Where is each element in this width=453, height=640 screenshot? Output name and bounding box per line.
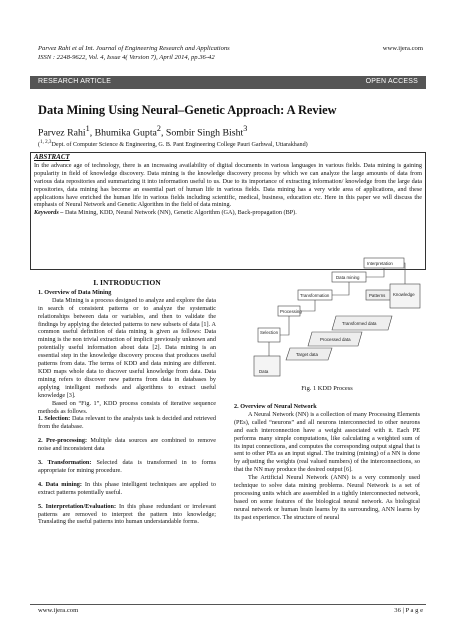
right-column <box>234 403 420 522</box>
knowledge-label: Knowledge <box>393 292 415 297</box>
selection-label: Selection <box>260 330 279 335</box>
abstract-heading: ABSTRACT <box>34 153 70 161</box>
paragraph: Based on “Fig. 1”, KDD process consists of iterative sequence methods as follows. <box>38 399 216 415</box>
paragraph: The Artificial Neural Network (ANN) is a very commonly used technique to solve data mining problems. Neural Network is a set of processing units which are assembled in a tightly interconnected network, based on some features of the biological neural network. As biological neural network or human brain learns by its surrounding, ANN learns by its past experience. The structure of neural <box>234 474 420 521</box>
kdd-step: 4. Data mining: In this phase intelligent techniques are applied to extract patterns potentially useful. <box>38 480 216 496</box>
affiliation-sup: 1, 2,3 <box>40 139 52 145</box>
abstract-box <box>30 152 426 270</box>
interpretation-label: Interpretation <box>367 261 393 266</box>
patterns-label: Patterns <box>369 293 386 298</box>
processed-data-label: Processed data <box>320 337 351 342</box>
author-name: , Sombir Singh Bisht <box>160 127 244 139</box>
affiliation-text: Dept. of Computer Science & Engineering, G. B. Pant Engineering College Pauri Garhwal, Uttarakhand) <box>51 142 308 149</box>
author-name: Parvez Rahi <box>38 127 86 139</box>
kdd-process-figure <box>232 256 422 382</box>
page-footer <box>38 607 423 614</box>
left-column <box>38 276 216 526</box>
keywords-label: Keywords – <box>34 209 64 217</box>
subsection-heading: 2. Overview of Neural Network <box>234 403 317 410</box>
open-access-label: OPEN ACCESS <box>365 78 418 85</box>
issn-line: ISSN : 2248-9622, Vol. 4, Issue 4( Version 7), April 2014, pp.36-42 <box>38 54 215 61</box>
transformation-label: Transformation <box>300 293 330 298</box>
kdd-step: 3. Transformation: Selected data is transformed in to forms appropriate for mining procedure. <box>38 459 216 474</box>
kdd-step: 5. Interpretation/Evaluation: In this phase redundant or irrelevant patterns are removed to interpret the pattern into knowledge; Translating the useful patterns into human understandable forms. <box>38 502 216 526</box>
target-data-label: Target data <box>296 352 318 357</box>
section-heading-introduction: I. INTRODUCTION <box>93 278 161 287</box>
data-label: Data <box>259 369 269 374</box>
author-sup: 2 <box>156 124 161 133</box>
connector <box>332 282 349 295</box>
processing-label: Processing <box>280 309 302 314</box>
connector <box>366 268 384 277</box>
keywords-text: Data Mining, KDD, Neural Network (NN), Genetic Algorithm (GA), Back-propagation (BP). <box>63 209 297 217</box>
figure-caption: Fig. 1 KDD Process <box>301 385 353 392</box>
footer-website[interactable]: www.ijera.com <box>38 607 79 614</box>
connector <box>300 300 315 311</box>
author-sup: 3 <box>243 124 248 133</box>
paragraph: A Neural Network (NN) is a collection of many Processing Elements (PEs), called “neurons” and all neurons interconnected to other neurons and each interconnection have a weight associated with it. Each PE performs many simple computations, like calculating a weighted sum of its input connections, and computes the corresponding output signal that is sent to other PEs as an input signal. The training (mining) of a NN is done by adjusting the weights (real valued numbers) of the interconnections, so that the NN may produce the desired output [6]. <box>234 410 420 474</box>
connector <box>280 316 289 335</box>
affiliation: ($^{1, 2,3}$Dept. of Computer Science & Engineering, G. B. Pant Engineering College Pauri Garhwal, Uttarakhand) <box>38 139 308 149</box>
kdd-step: 1. Selection: Data relevant to the analysis task is decided and retrieved from the database. <box>38 415 216 431</box>
journal-website[interactable]: www.ijera.com <box>382 45 423 52</box>
research-article-label: RESEARCH ARTICLE <box>38 78 112 85</box>
paper-title: Data Mining Using Neural–Genetic Approach: A Review <box>38 103 337 117</box>
running-header <box>38 44 423 62</box>
page-number: 36 | P a g e <box>394 607 423 614</box>
paragraph: Data Mining is a process designed to analyze and explore the data in search of consistent patterns or to analyze the systematic relationships between data or variables, and then to validate the findings by applying the detected patterns to new subsets of data [1]. A common useful definition of data mining is given as follows: Data mining is the non trivial extraction of implicit previously unknown and potentially useful information about data [2]. Data mining is an essential step in the knowledge discovery process that produces useful patterns from data. The terms of KDD and data mining are different. KDD maps whole data to discover useful knowledge from data. Data mining refers to discover new patterns from data in databases by applying intelligent methods and algorithms to extract useful knowledge [3]. <box>38 296 216 399</box>
journal-citation: Parvez Rahi et al Int. Journal of Engineering Research and Applications <box>38 45 230 52</box>
keywords <box>34 209 422 217</box>
kdd-step: 2. Pre-processing: Multiple data sources are combined to remove noise and inconsistent data <box>38 437 216 453</box>
article-type-bar <box>30 76 426 89</box>
footer-divider <box>30 604 426 605</box>
author-list <box>38 124 247 138</box>
abstract-text: In the advance age of technology, there is an increasing availability of digital documents in various languages in various fields. Data mining is gaining popularity in field of knowledge discovery. Data mining is the knowledge discovery process by which we can analyze the large amounts of data from various data repositories and summarizing it into information useful to us. Due to its importance of extracting information/ knowledge from the large data repositories, data mining has become an essential part of human life in various fields. Data mining has a very wide area of applications, and these applications have enriched the human life in various fields including scientific, medical, business, education etc. Here in this paper we will discuss the emphasis of Neural Network and Genetic Algorithm in the field of data mining. <box>34 161 422 209</box>
author-name: , Bhumika Gupta <box>89 127 157 139</box>
subsection-heading: 1. Overview of Data Mining <box>38 288 112 296</box>
data-mining-label: Data mining <box>336 275 360 280</box>
author-sup: 1 <box>85 124 90 133</box>
transformed-data-label: Transformed data <box>342 321 377 326</box>
